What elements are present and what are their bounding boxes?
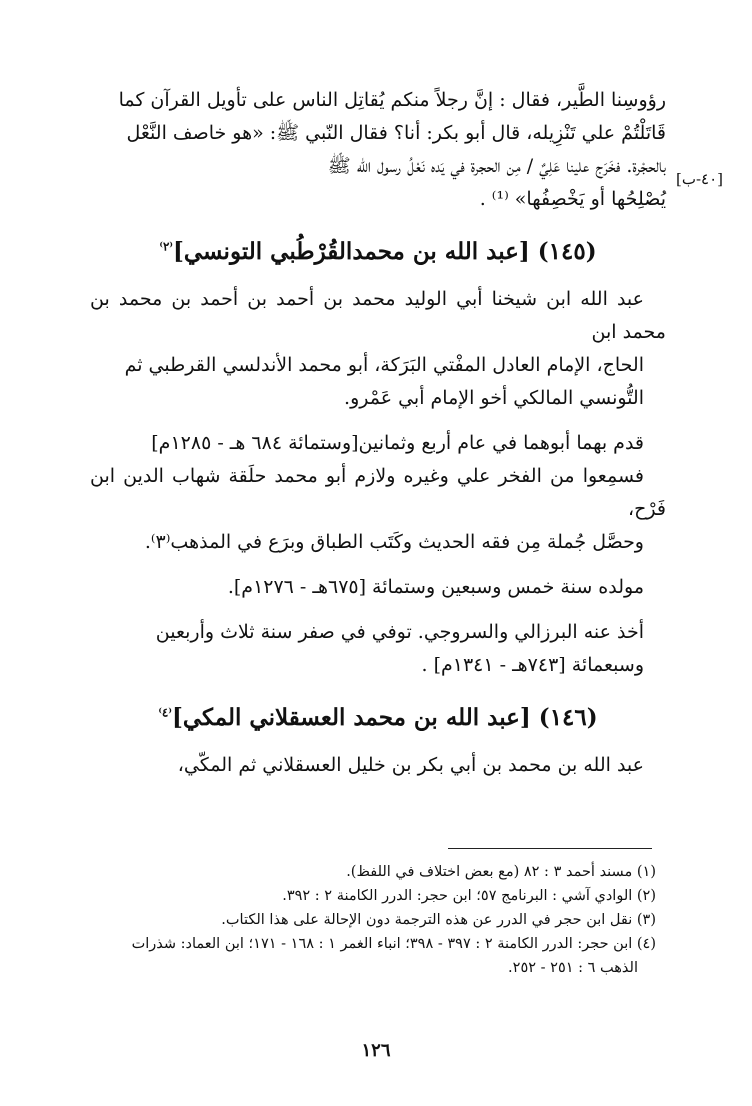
text-line: قَاتَلْتُمْ علي تَنْزِيله، قال أبو بكر: أنا؟ فقال النّبي ﷺ: «هو خاصف النَّعْل [126,122,666,144]
entry-145-paragraph [90,616,666,682]
entry-145-paragraph [90,427,666,559]
text-line: وحصَّل جُملة مِن فقه الحديث وكَتَب الطباق وبرَع في المذهب⁽٣⁾. [144,531,644,553]
text-line: عبد الله ابن شيخنا أبي الوليد محمد بن أحمد بن أحمد بن محمد بن محمد ابن [90,288,666,343]
text-line: فسمِعوا من الفخر علي وغيره ولازم أبو محمد حلَقة شهاب الدين ابن فَرْح، [90,465,666,520]
footnote-divider [448,848,652,849]
footnote: (٣) نقل ابن حجر في الدرر عن هذه الترجمة دون الإحالة على هذا الكتاب. [221,912,656,928]
text-line: قدم بهما أبوهما في عام أربع وثمانين[وستمائة ٦٨٤ هـ - ١٢٨٥م] [151,432,644,454]
entry-146-title: (١٤٦) [عبد الله بن محمد العسقلاني المكي] [171,704,598,731]
footnote: الذهب ٦ : ٢٥١ - ٢٥٢. [508,960,638,976]
footnotes [100,860,656,980]
text-line: عبد الله بن محمد بن أبي بكر بن خليل العسقلاني ثم المكّي، [177,754,644,776]
intro-paragraph [90,84,666,216]
entry-145-paragraph [90,571,666,604]
page-body [90,84,666,794]
entry-145-title: (١٤٥) [عبد الله بن محمدالقُرْطُبي التونسي] [172,238,597,265]
footnote: (١) مسند أحمد ٣ : ٨٢ (مع بعض اختلاف في اللفظ). [346,864,656,880]
entry-146-heading [90,704,666,731]
page-number: ١٢٦ [361,1040,391,1061]
text-line: وسبعمائة [٧٤٣هـ - ١٣٤١م] . [421,654,644,676]
text-line: يُصْلِحُها أو يَخْصِفُها» ⁽¹⁾ . [479,188,666,210]
entry-145-heading [90,238,666,265]
text-line: مولده سنة خمس وسبعين وستمائة [٦٧٥هـ - ١٢٧٦م]. [227,576,644,598]
entry-146-paragraph [90,749,666,782]
text-line: الحاج، الإمام العادل المفْتي البَرَكة، أبو محمد الأندلسي القرطبي ثم [124,354,644,376]
footnote: (٢) الوادي آشي : البرنامج ٥٧؛ ابن حجر: الدرر الكامنة ٢ : ٣٩٢. [282,888,656,904]
folio-margin-note: [٤٠-ب] [676,170,724,188]
footnote-ref: ⁽٤⁾ [158,705,172,720]
text-line: بالحجْرة. فخَرَج علينا عَلِيٌ / مِن الحجرة في يَده نَعْلُ رسول الله ﷺ [327,155,666,177]
text-line: أخذ عنه البرزالي والسروجي. توفي في صفر سنة ثلاث وأربعين [155,621,644,643]
text-line: التُّونسي المالكي أخو الإمام أبي عَمْرو. [344,387,644,409]
footnote-ref: ⁽٢⁾ [159,239,173,254]
text-line: رؤوسِنا الطَّير، فقال : إنَّ رجلاً منكم يُقاتِل الناس على تأويل القرآن كما [118,89,666,111]
footnote: (٤) ابن حجر: الدرر الكامنة ٢ : ٣٩٧ - ٣٩٨؛ انباء الغمر ١ : ١٦٨ - ١٧١؛ ابن العماد: شذرات [131,936,656,952]
entry-145-paragraph [90,283,666,415]
